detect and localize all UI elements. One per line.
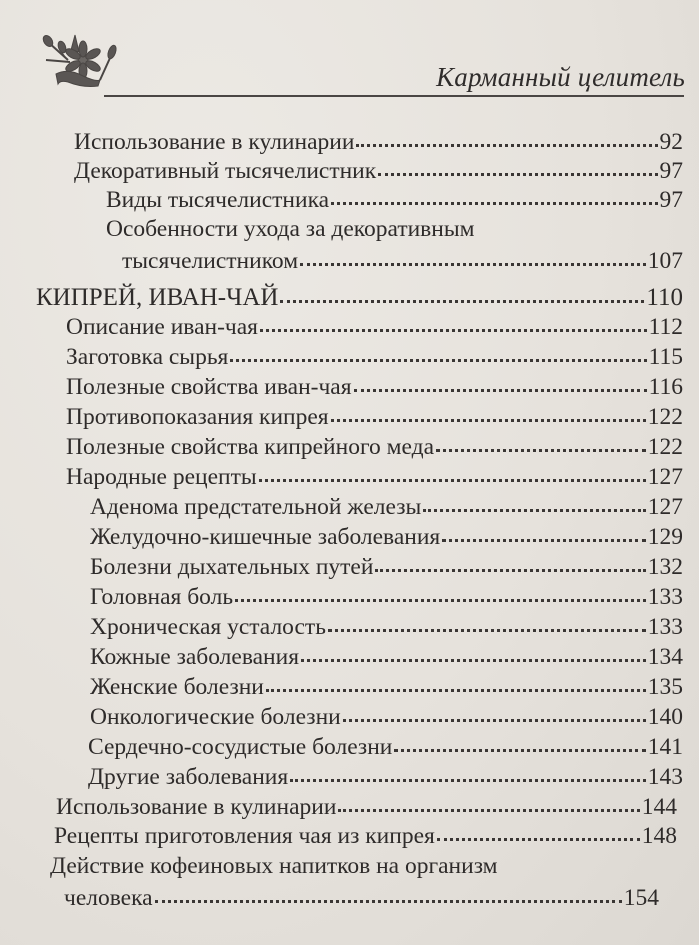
dot-leader bbox=[354, 385, 647, 392]
dot-leader bbox=[331, 415, 646, 422]
toc-entry-title: Полезные свойства иван-чая bbox=[66, 374, 352, 400]
toc-entry-page: 133 bbox=[647, 584, 683, 610]
toc-entry-title: Сердечно-сосудистые болезни bbox=[88, 734, 393, 760]
toc-entry-page: 140 bbox=[647, 704, 683, 730]
toc-entry[interactable] bbox=[66, 313, 683, 341]
toc-entry[interactable] bbox=[106, 186, 683, 214]
dot-leader bbox=[423, 505, 645, 512]
toc-entry-title: Аденома предстательной железы bbox=[90, 494, 422, 520]
toc-entry[interactable] bbox=[74, 157, 683, 185]
dot-leader bbox=[343, 715, 646, 722]
toc-entry[interactable] bbox=[66, 463, 683, 491]
toc-entry-title: Желудочно-кишечные заболевания bbox=[90, 524, 441, 550]
toc-entry-title: Хроническая усталость bbox=[90, 614, 326, 640]
toc-entry-page: 122 bbox=[647, 404, 683, 430]
toc-entry-title-line1: Особенности ухода за декоративным bbox=[106, 216, 475, 242]
toc-entry-page: 141 bbox=[647, 734, 683, 760]
dot-leader bbox=[155, 896, 622, 903]
toc-entry[interactable] bbox=[54, 822, 677, 850]
toc-entry-page: 144 bbox=[641, 794, 677, 820]
dot-leader bbox=[280, 296, 644, 303]
toc-entry-title: КИПРЕЙ, ИВАН-ЧАЙ bbox=[36, 284, 279, 311]
toc-entry-page: 112 bbox=[648, 314, 683, 340]
toc-entry[interactable] bbox=[122, 247, 683, 275]
toc-entry-page: 97 bbox=[659, 158, 683, 184]
toc-entry-title: Использование в кулинарии bbox=[56, 794, 337, 820]
toc-entry-title: Болезни дыхательных путей bbox=[90, 554, 374, 580]
toc-entry-title: Заготовка сырья bbox=[66, 344, 229, 370]
toc-entry-title: Противопоказания кипрея bbox=[66, 404, 329, 430]
dot-leader bbox=[378, 169, 657, 176]
header-rule bbox=[104, 95, 684, 97]
dot-leader bbox=[266, 685, 646, 692]
toc-entry-page: 127 bbox=[647, 464, 683, 490]
toc-entry-page: 135 bbox=[647, 674, 683, 700]
dot-leader bbox=[301, 655, 646, 662]
toc-entry[interactable] bbox=[90, 583, 683, 611]
toc-entry-title: Народные рецепты bbox=[66, 464, 257, 490]
toc-entry[interactable] bbox=[90, 613, 683, 641]
toc-entry-page: 129 bbox=[647, 524, 683, 550]
toc-entry-page: 122 bbox=[647, 434, 683, 460]
dot-leader bbox=[230, 355, 646, 362]
toc-entry-title: тысячелистником bbox=[122, 248, 299, 274]
dot-leader bbox=[375, 565, 645, 572]
dot-leader bbox=[331, 198, 657, 205]
toc-entry-page: 133 bbox=[647, 614, 683, 640]
toc-entry-page: 132 bbox=[647, 554, 683, 580]
dot-leader bbox=[394, 745, 645, 752]
toc-entry[interactable] bbox=[88, 733, 683, 761]
toc-entry[interactable] bbox=[74, 128, 683, 156]
toc-entry-page: 116 bbox=[648, 374, 683, 400]
dot-leader bbox=[260, 325, 647, 332]
running-title: Карманный целитель bbox=[436, 62, 685, 92]
toc-entry-title: человека bbox=[64, 885, 153, 911]
dot-leader bbox=[442, 535, 646, 542]
toc-entry-page: 107 bbox=[647, 248, 683, 274]
dot-leader bbox=[356, 140, 657, 147]
toc-entry[interactable] bbox=[90, 673, 683, 701]
toc-entry-title: Описание иван-чая bbox=[66, 314, 258, 340]
toc-entry-title: Головная боль bbox=[90, 584, 234, 610]
flower-ornament-icon bbox=[38, 30, 128, 90]
toc-entry[interactable] bbox=[90, 553, 683, 581]
toc-entry[interactable] bbox=[66, 433, 683, 461]
toc-entry[interactable] bbox=[90, 703, 683, 731]
toc-entry[interactable] bbox=[64, 884, 659, 912]
toc-entry-page: 110 bbox=[646, 284, 683, 311]
toc-entry-title: Кожные заболевания bbox=[90, 644, 300, 670]
toc-entry-title: Декоративный тысячелистник bbox=[74, 158, 377, 184]
dot-leader bbox=[338, 805, 639, 812]
toc-entry-title: Онкологические болезни bbox=[90, 704, 341, 730]
toc-entry[interactable] bbox=[90, 523, 683, 551]
toc-entry-page: 134 bbox=[647, 644, 683, 670]
toc-entry-title: Использование в кулинарии bbox=[74, 129, 355, 155]
dot-leader bbox=[290, 775, 646, 782]
toc-entry-page: 154 bbox=[623, 885, 659, 911]
toc-entry-page: 143 bbox=[647, 764, 683, 790]
toc-entry-page: 97 bbox=[659, 187, 683, 213]
toc-entry-page: 92 bbox=[659, 129, 683, 155]
toc-entry-title-line1: Действие кофеиновых напитков на организм bbox=[50, 853, 498, 879]
dot-leader bbox=[235, 595, 646, 602]
dot-leader bbox=[436, 445, 646, 452]
toc-entry-title: Другие заболевания bbox=[88, 764, 289, 790]
dot-leader bbox=[437, 834, 640, 841]
toc-entry-title: Рецепты приготовления чая из кипрея bbox=[54, 823, 435, 849]
toc-entry[interactable] bbox=[56, 793, 677, 821]
toc-entry-page: 127 bbox=[647, 494, 683, 520]
toc-entry[interactable] bbox=[90, 643, 683, 671]
toc-entry[interactable] bbox=[66, 403, 683, 431]
dot-leader bbox=[259, 475, 646, 482]
toc-entry-title: Женские болезни bbox=[90, 674, 264, 700]
toc-entry-page: 148 bbox=[641, 823, 677, 849]
toc-entry[interactable] bbox=[66, 343, 683, 371]
toc-entry[interactable] bbox=[90, 493, 683, 521]
page-header bbox=[0, 0, 699, 110]
toc-entry-title: Виды тысячелистника bbox=[106, 187, 330, 213]
toc-entry-page: 115 bbox=[648, 344, 683, 370]
dot-leader bbox=[300, 259, 646, 266]
toc-section-entry[interactable] bbox=[36, 284, 683, 312]
dot-leader bbox=[328, 625, 646, 632]
toc-entry-title: Полезные свойства кипрейного меда bbox=[66, 434, 435, 460]
toc-entry[interactable] bbox=[66, 373, 683, 401]
toc-entry[interactable] bbox=[88, 763, 683, 791]
